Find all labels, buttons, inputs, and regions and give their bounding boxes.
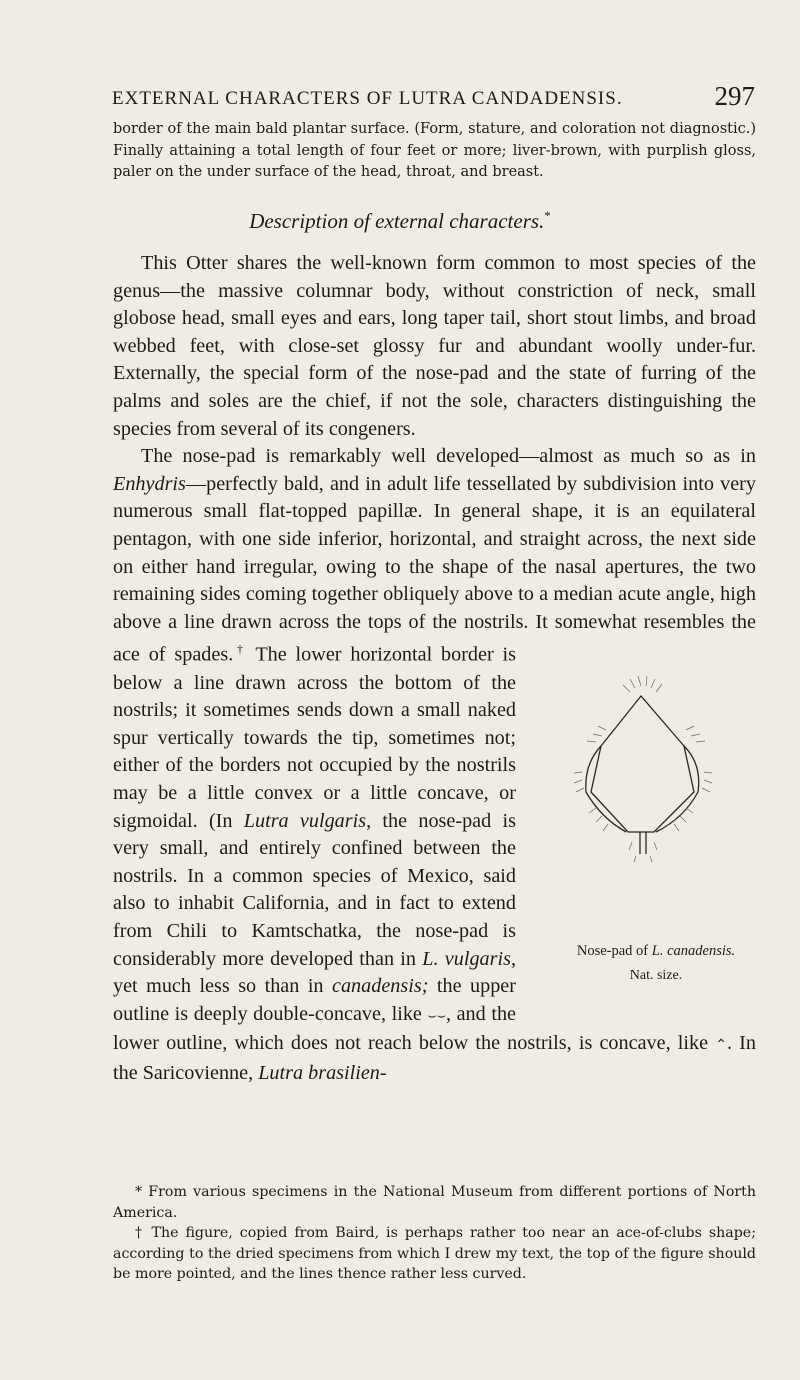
continued-paragraph: border of the main bald plantar surface. (Form, stature, and coloration not diagnostic.) Finally attaining a total length of four feet or more; liver-brown, with purplish gloss, paler on the under surface of the head, throat, and breast. [113,121,756,180]
footnotes [113,1182,756,1285]
species-lutra-vulgaris: Lutra vulgaris [243,809,367,832]
p2-text-h: . In the Saricovienne, [113,1032,756,1084]
fur-hatching [574,676,712,862]
page-number: 297 [714,81,755,111]
species-l-vulgaris: L. vulgaris [422,947,511,970]
figure-caption-species: L. canadensis. [651,943,736,960]
p2-text-f: the upper outline is deeply double-concave, like [113,975,516,1025]
figure-size-note: Nat. size. [629,968,683,984]
body-text [113,250,756,1088]
section-title [0,208,800,234]
figure-caption [526,943,758,960]
page-header [100,78,755,112]
species-canadensis: canadensis; [332,975,429,998]
footnote-dagger: † [233,642,247,657]
nose-pad-drawing-icon [546,642,736,942]
section-title-text: Description of external characters. [249,209,545,233]
footnote-2: † The figure, copied from Baird, is perhaps rather too near an ace-of-clubs shape; according to the dried specimens from which I drew my text, the top of the figure should be more pointed, and the lines thence rather less curved. [113,1225,756,1282]
footnote-mark: * [544,208,551,223]
paragraph-2 [113,443,756,1087]
p2-text-d: , the nose-pad is very small, and entirely confined between the nostrils. In a common species of Mexico, said also to inhabit California, and in fact to extend from Chili to Kamtschatka, the nose-pad is considerably more developed than in [113,809,516,970]
nose-pad-outline [591,696,694,832]
p2-text-a: The nose-pad is remarkably well developed—almost as much so as in [141,445,756,468]
nose-pad-figure [526,638,756,998]
figure-caption-text: Nose-pad of [576,943,652,960]
concave-glyph: ⌃ [715,1038,727,1054]
double-concave-glyph: ⌣⌣ [427,1008,446,1024]
p2-text-g: , and the lower outline, which does not reach below the nostrils, is concave, like [113,1002,716,1055]
right-nostril [656,746,699,832]
footnote-1: * From various specimens in the National Museum from different portions of North America. [113,1184,756,1221]
p2-text-b: —perfectly bald, and in adult life tessellated by subdivision into very numerous small flat-topped papillæ. In general shape, it is an equilateral pentagon, with one side inferior, horizontal, and straight across, the next side on either hand irregular, owing to the shape of the nasal apertures, the two remaining sides coming together obliquely above to a median acute angle, high above a line drawn across the tops of the nostrils. It somewhat resembles the ace of spades. [113,472,756,667]
species-lutra-brasiliensis: Lutra brasilien- [258,1061,387,1084]
running-head: EXTERNAL CHARACTERS OF LUTRA CANDADENSIS. [112,88,623,109]
genus-enhydris: Enhydris [113,472,186,495]
p2-text-c: The lower horizontal border is below a line drawn across the bottom of the nostrils; it sometimes sends down a small naked spur vertically towards the tip, sometimes not; either of the borders not occupied by the nostrils may be a little convex or a little concave, or sigmoidal. (In [113,644,517,832]
paragraph-1: This Otter shares the well-known form common to most species of the genus—the massive columnar body, without constriction of neck, small globose head, small eyes and ears, long taper tail, short stout limbs, and broad webbed feet, with close-set glossy fur and abundant woolly under-fur. Externally, the special form of the nose-pad and the state of furring of the palms and soles are the chief, if not the sole, characters distinguishing the species from several of its congeners. [113,252,756,440]
p2-text-e: , yet much less so than in [113,947,517,998]
